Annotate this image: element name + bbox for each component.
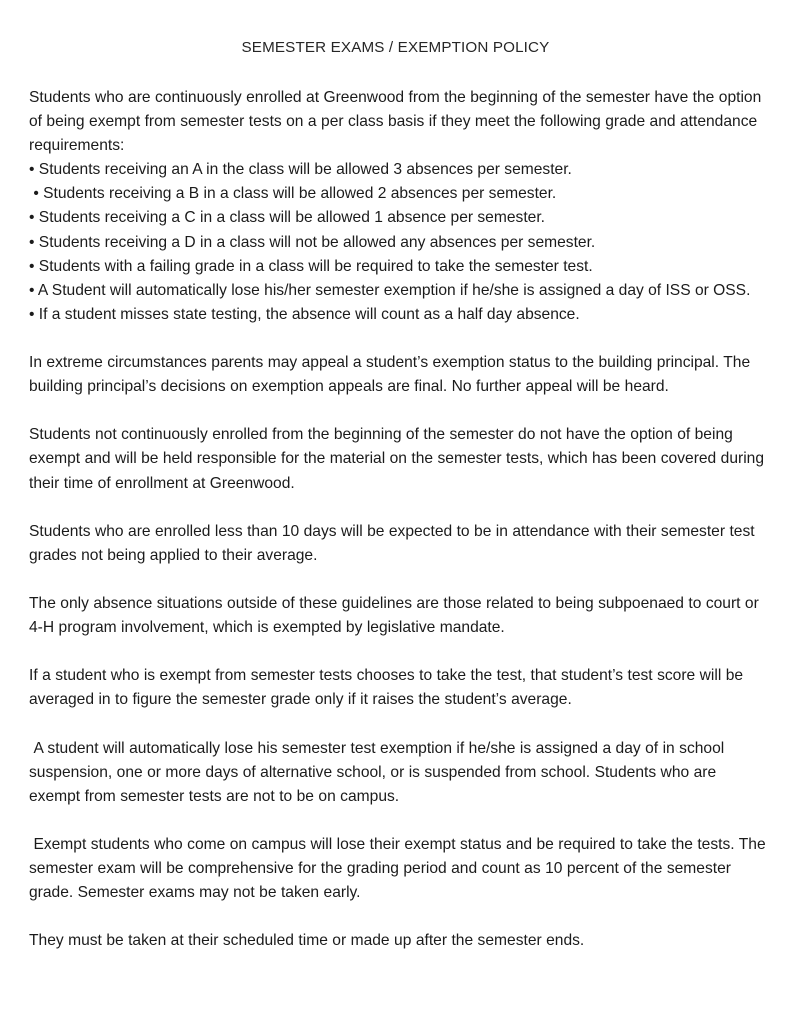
list-item: • Students receiving an A in the class will be allowed 3 absences per semester. — [29, 161, 572, 179]
intro-paragraph: Students who are continuously enrolled at Greenwood from the beginning of the semester have the option of being exempt from semester tests on a per class basis if they meet the following grade and attendance requirements: — [29, 89, 766, 155]
paragraph-optional-test-taking: If a student who is exempt from semester tests chooses to take the test, that student’s test score will be averaged in to figure the semester grade only if it raises the student’s average. — [29, 667, 748, 709]
document-body — [29, 86, 771, 953]
paragraph-spacer — [29, 905, 767, 929]
paragraph-absence-exceptions: The only absence situations outside of these guidelines are those related to being subpoenaed to court or 4-H program involvement, which is exempted by legislative mandate. — [29, 594, 764, 637]
paragraph-scheduled-time: They must be taken at their scheduled time or made up after the semester ends. — [29, 932, 585, 950]
list-item: • If a student misses state testing, the absence will count as a half day absence. — [29, 305, 580, 323]
paragraph-spacer — [29, 496, 767, 520]
list-item: • Students receiving a D in a class will not be allowed any absences per semester. — [29, 233, 596, 251]
paragraph-spacer — [29, 809, 767, 833]
paragraph-not-continuously-enrolled: Students not continuously enrolled from the beginning of the semester do not have the option of being exempt and will be held responsible for the material on the semester tests, which has been covered during their time of enrollment at Greenwood. — [29, 426, 769, 492]
paragraph-less-than-ten-days: Students who are enrolled less than 10 days will be expected to be in attendance with their semester test grades not being applied to their average. — [29, 522, 760, 564]
list-item: • Students receiving a C in a class will be allowed 1 absence per semester. — [29, 209, 545, 227]
list-item: • Students receiving a B in a class will be allowed 2 absences per semester. — [29, 185, 557, 203]
paragraph-spacer — [29, 399, 767, 423]
paragraph-spacer — [29, 568, 767, 592]
list-item: • A Student will automatically lose his/her semester exemption if he/she is assigned a day of ISS or OSS. — [29, 281, 751, 299]
list-item: • Students with a failing grade in a class will be required to take the semester test. — [29, 257, 593, 275]
paragraph-suspension-loss-of-exemption: A student will automatically lose his semester test exemption if he/she is assigned a day of in school suspension, one or more days of alternative school, or is suspended from school. Students who are exempt from semester tests are not to be on campus. — [29, 739, 729, 805]
paragraph-appeal-process: In extreme circumstances parents may appeal a student’s exemption status to the building principal. The building principal’s decisions on exemption appeals are final. No further appeal will be heard. — [29, 354, 755, 396]
paragraph-spacer — [29, 640, 767, 664]
page-title: SEMESTER EXAMS / EXEMPTION POLICY — [241, 39, 550, 56]
paragraph-spacer — [29, 327, 767, 351]
paragraph-on-campus-exempt-students: Exempt students who come on campus will lose their exempt status and be required to take the tests. The semester exam will be comprehensive for the grading period and count as 10 percent of the semester grade. Semester exams may not be taken early. — [29, 835, 771, 902]
paragraph-spacer — [29, 712, 767, 736]
